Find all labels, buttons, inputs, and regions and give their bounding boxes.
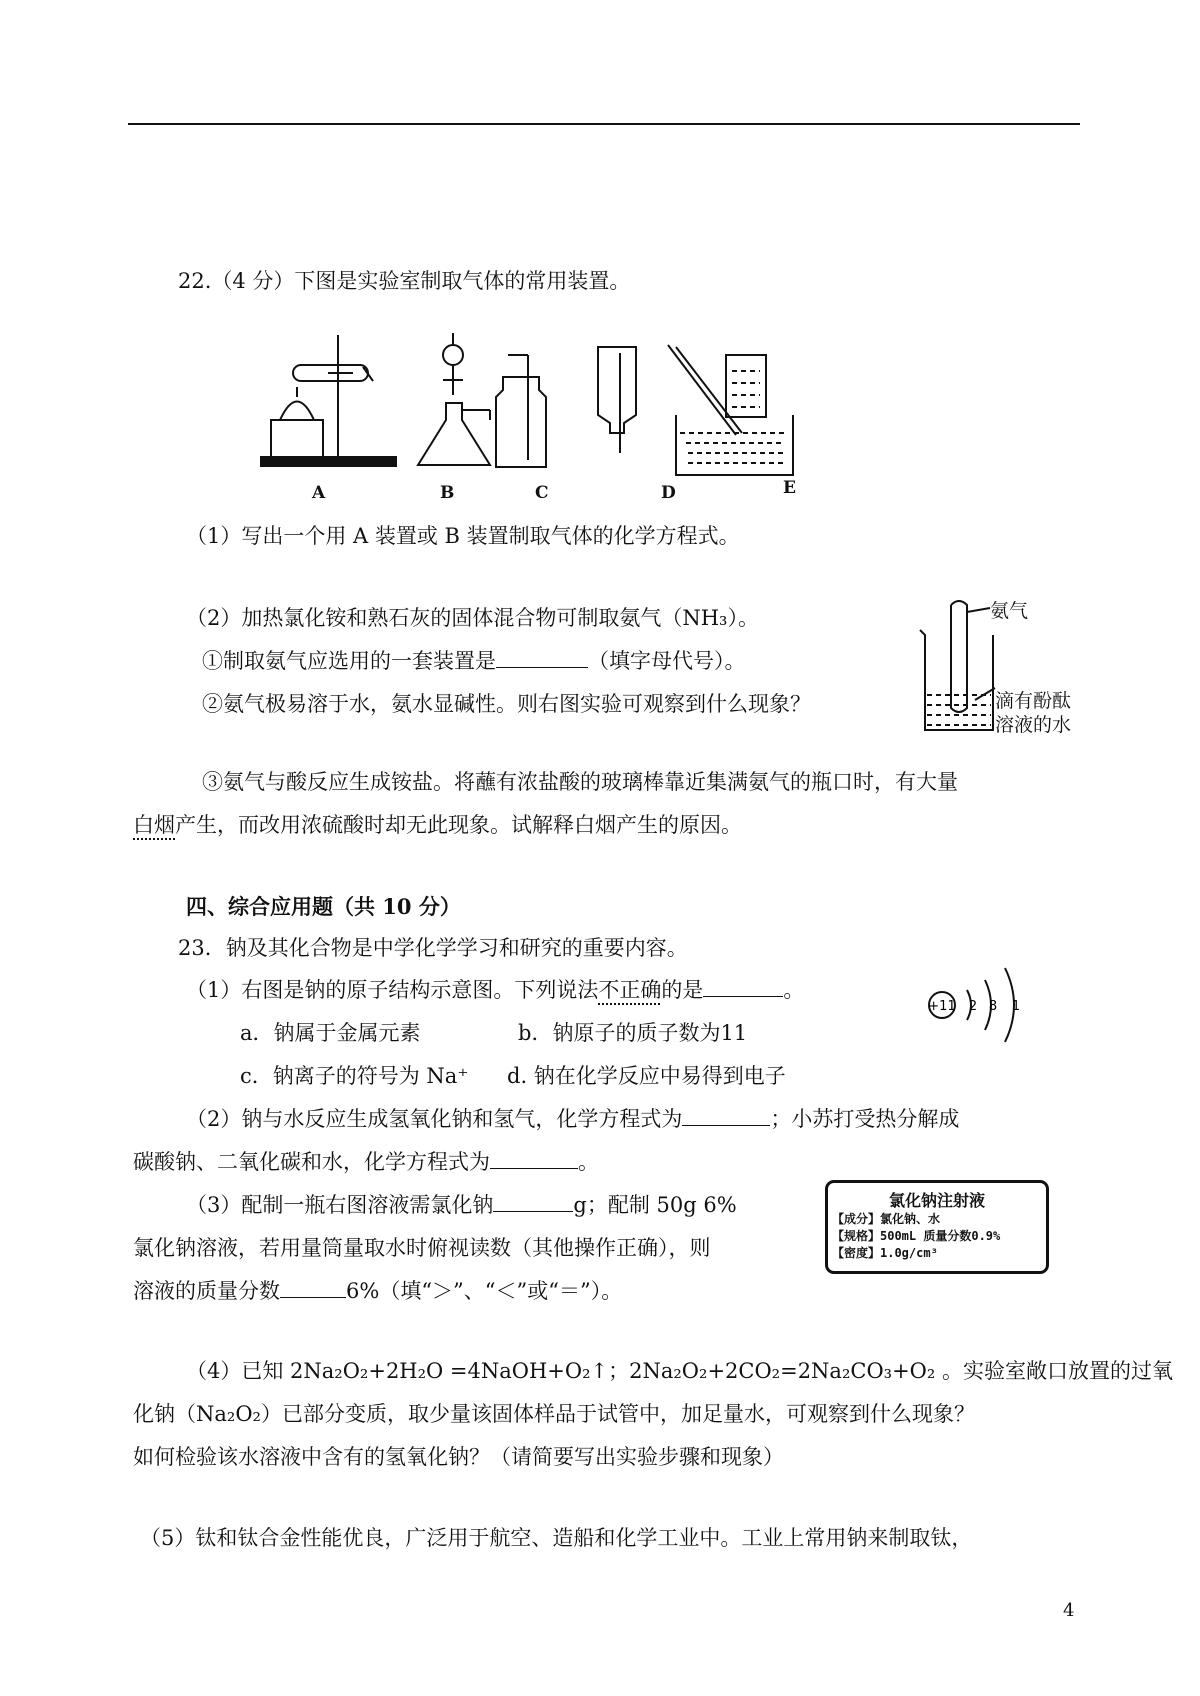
q23-option-c: c．钠离子的符号为 Na⁺ bbox=[240, 1064, 469, 1088]
section4-title: 四、综合应用题（共 10 分） bbox=[186, 894, 461, 919]
apparatus-label-d: D bbox=[661, 483, 676, 503]
q23-option-b: b．钠原子的质子数为11 bbox=[518, 1021, 748, 1045]
q23-option-a: a．钠属于金属元素 bbox=[240, 1021, 421, 1045]
answer-blank[interactable] bbox=[703, 978, 783, 997]
answer-blank[interactable] bbox=[280, 1279, 346, 1298]
saline-label-density: 【密度】1.0g/cm³ bbox=[832, 1246, 938, 1260]
answer-blank[interactable] bbox=[682, 1107, 770, 1126]
atom-shell-2: 8 bbox=[988, 999, 998, 1014]
q22-heading: 22.（4 分）下图是实验室制取气体的常用装置。 bbox=[178, 269, 631, 293]
apparatus-figure bbox=[258, 325, 858, 480]
q23-heading: 23．钠及其化合物是中学化学学习和研究的重要内容。 bbox=[178, 936, 688, 960]
apparatus-label-b: B bbox=[440, 483, 455, 503]
atom-nucleus-label: +11 bbox=[928, 999, 956, 1014]
saline-label-ingredients: 【成分】氯化钠、水 bbox=[832, 1212, 941, 1226]
apparatus-label-c: C bbox=[535, 483, 549, 503]
sodium-atom-diagram bbox=[925, 960, 1030, 1050]
q23-part3-line1: （3）配制一瓶右图溶液需氯化钠 g；配制 50g 6% bbox=[186, 1193, 737, 1217]
q22-part2: （2）加热氯化铵和熟石灰的固体混合物可制取氨气（NH₃）。 bbox=[186, 606, 759, 630]
q23-part4-line3: 如何检验该水溶液中含有的氢氧化钠？（请简要写出实验步骤和现象） bbox=[133, 1445, 784, 1469]
saline-bottle-label bbox=[825, 1180, 1049, 1274]
q23-part5-line1: （5）钛和钛合金性能优良，广泛用于航空、造船和化学工业中。工业上常用钠来制取钛， bbox=[140, 1526, 973, 1550]
q23-part2-line1: （2）钠与水反应生成氢氧化钠和氢气，化学方程式为 ；小苏打受热分解成 bbox=[186, 1107, 960, 1131]
saline-label-spec: 【规格】500mL 质量分数0.9% bbox=[832, 1229, 1001, 1243]
q23-part1: （1）右图是钠的原子结构示意图。下列说法不正确的是 。 bbox=[186, 978, 805, 1002]
q22-part2c-line1: ③氨气与酸反应生成铵盐。将蘸有浓盐酸的玻璃棒靠近集满氨气的瓶口时，有大量 bbox=[202, 770, 958, 794]
ammonia-gas-label: 氨气 bbox=[990, 600, 1029, 622]
atom-shell-3: 1 bbox=[1011, 999, 1021, 1014]
q23-option-d: d. 钠在化学反应中易得到电子 bbox=[507, 1064, 786, 1088]
answer-blank[interactable] bbox=[493, 1193, 573, 1212]
q23-part2-line2: 碳酸钠、二氧化碳和水，化学方程式为 。 bbox=[133, 1150, 599, 1174]
q22-part2b: ②氨气极易溶于水，氨水显碱性。则右图实验可观察到什么现象？ bbox=[202, 692, 811, 716]
header-rule bbox=[128, 123, 1080, 125]
q22-part1: （1）写出一个用 A 装置或 B 装置制取气体的化学方程式。 bbox=[186, 524, 740, 548]
q23-part3-line3: 溶液的质量分数 6%（填“＞”、“＜”或“＝”）。 bbox=[133, 1279, 623, 1303]
atom-shell-1: 2 bbox=[968, 999, 978, 1014]
q23-part4-line2: 化钠（Na₂O₂）已部分变质，取少量该固体样品于试管中，加足量水，可观察到什么现象？ bbox=[133, 1402, 975, 1426]
q23-part4-line1: （4）已知 2Na₂O₂+2H₂O =4NaOH+O₂↑；2Na₂O₂+2CO₂=2Na₂CO₃+O₂ 。实验室敞口放置的过氧 bbox=[186, 1359, 1173, 1383]
answer-blank[interactable] bbox=[496, 649, 588, 668]
page-number: 4 bbox=[1063, 1600, 1075, 1621]
q23-part3-line2: 氯化钠溶液，若用量筒量取水时俯视读数（其他操作正确），则 bbox=[133, 1236, 711, 1260]
phenolphthalein-label-2: 溶液的水 bbox=[995, 714, 1072, 736]
q22-part2c-line2: 白烟产生，而改用浓硫酸时却无此现象。试解释白烟产生的原因。 bbox=[133, 813, 742, 837]
apparatus-label-e: E bbox=[783, 478, 796, 498]
saline-label-title: 氯化钠注射液 bbox=[888, 1191, 985, 1210]
answer-blank[interactable] bbox=[490, 1150, 578, 1169]
apparatus-label-a: A bbox=[312, 483, 326, 503]
q22-part2a: ①制取氨气应选用的一套装置是 （填字母代号）。 bbox=[202, 649, 746, 673]
phenolphthalein-label-1: 滴有酚酞 bbox=[995, 690, 1072, 712]
